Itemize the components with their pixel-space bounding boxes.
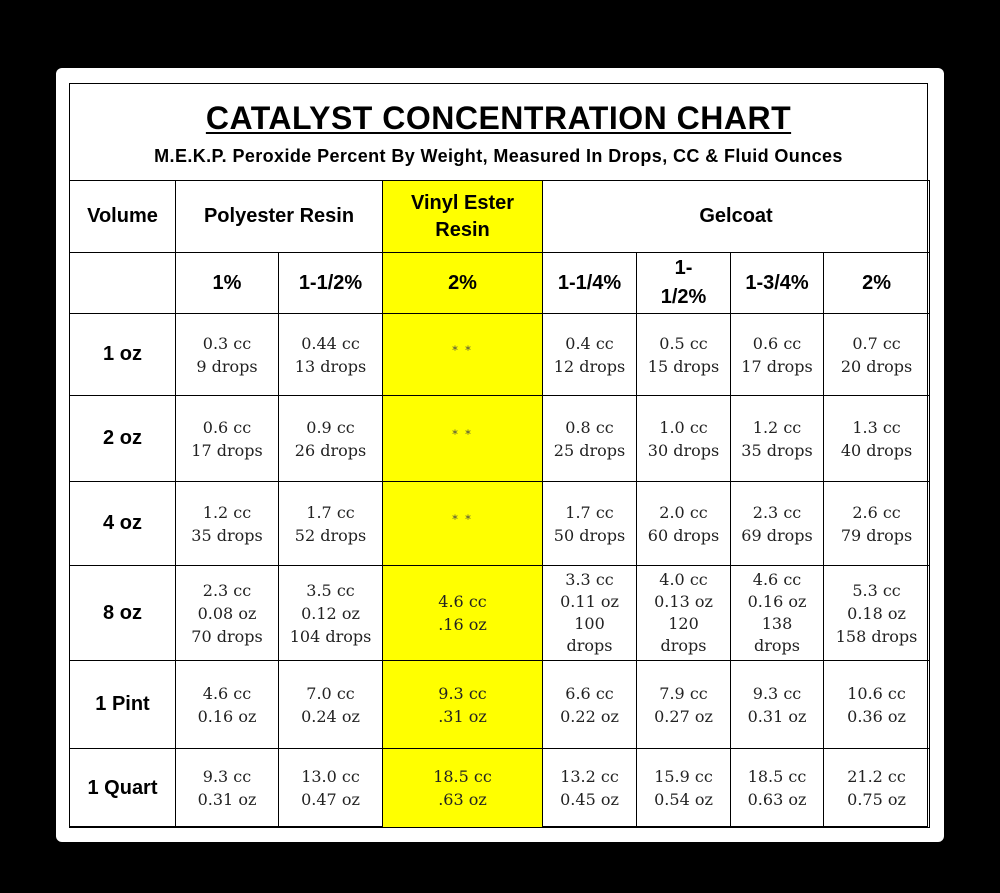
volume-cell: 1 Quart [70,749,176,828]
value-cell: 5.3 cc 0.18 oz 158 drops [824,566,930,661]
table-row [70,661,930,749]
value-cell: 4.6 cc 0.16 oz [176,661,279,749]
value-cell: 0.8 cc 25 drops [543,396,637,482]
value-cell: * * [383,314,543,396]
value-cell: 0.44 cc 13 drops [279,314,383,396]
value-cell: 15.9 cc 0.54 oz [637,749,731,828]
value-cell: 0.7 cc 20 drops [824,314,930,396]
col-header: 2% [383,253,543,314]
table-row [70,396,930,482]
chart-subtitle: M.E.K.P. Peroxide Percent By Weight, Measured In Drops, CC & Fluid Ounces [154,146,843,166]
table-row [70,566,930,661]
polyester-header: Polyester Resin [176,181,383,253]
value-cell: 2.6 cc 79 drops [824,482,930,566]
col-header: 1-1/4% [543,253,637,314]
value-cell: 0.6 cc 17 drops [731,314,824,396]
value-cell: 4.0 cc 0.13 oz 120 drops [637,566,731,661]
value-cell: 9.3 cc 0.31 oz [176,749,279,828]
value-cell: 1.7 cc 52 drops [279,482,383,566]
value-cell: 10.6 cc 0.36 oz [824,661,930,749]
value-cell: 6.6 cc 0.22 oz [543,661,637,749]
gelcoat-header: Gelcoat [543,181,930,253]
value-cell: 0.9 cc 26 drops [279,396,383,482]
value-cell: 13.2 cc 0.45 oz [543,749,637,828]
col-header: 2% [824,253,930,314]
value-cell: 1.0 cc 30 drops [637,396,731,482]
volume-cell: 1 oz [70,314,176,396]
col-header: 1% [176,253,279,314]
col-header: 1-1/2% [279,253,383,314]
col-header: 1-3/4% [731,253,824,314]
percent-header-row [70,253,930,314]
value-cell: 9.3 cc .31 oz [383,661,543,749]
value-cell: 3.3 cc 0.11 oz 100 drops [543,566,637,661]
value-cell: 4.6 cc 0.16 oz 138 drops [731,566,824,661]
value-cell: 1.2 cc 35 drops [176,482,279,566]
value-cell: 7.0 cc 0.24 oz [279,661,383,749]
volume-cell: 8 oz [70,566,176,661]
value-cell: * * [383,482,543,566]
value-cell: 2.3 cc 0.08 oz 70 drops [176,566,279,661]
value-cell: 13.0 cc 0.47 oz [279,749,383,828]
value-cell: 2.0 cc 60 drops [637,482,731,566]
value-cell: 1.3 cc 40 drops [824,396,930,482]
volume-cell: 2 oz [70,396,176,482]
value-cell: 0.4 cc 12 drops [543,314,637,396]
table-row [70,314,930,396]
volume-cell: 1 Pint [70,661,176,749]
volume-cell: 4 oz [70,482,176,566]
value-cell: 0.3 cc 9 drops [176,314,279,396]
value-cell: 0.6 cc 17 drops [176,396,279,482]
value-cell: 4.6 cc .16 oz [383,566,543,661]
group-header-row [70,181,930,253]
value-cell: * * [383,396,543,482]
value-cell: 2.3 cc 69 drops [731,482,824,566]
value-cell: 18.5 cc 0.63 oz [731,749,824,828]
value-cell: 21.2 cc 0.75 oz [824,749,930,828]
col-header: 1- 1/2% [637,253,731,314]
chart-title: CATALYST CONCENTRATION CHART [205,100,792,136]
value-cell: 1.2 cc 35 drops [731,396,824,482]
value-cell: 7.9 cc 0.27 oz [637,661,731,749]
table-row [70,749,930,828]
catalyst-table [69,180,930,828]
value-cell: 18.5 cc .63 oz [383,749,543,828]
value-cell: 9.3 cc 0.31 oz [731,661,824,749]
volume-header: Volume [70,181,176,253]
value-cell: 3.5 cc 0.12 oz 104 drops [279,566,383,661]
blank-header-cell [70,253,176,314]
value-cell: 0.5 cc 15 drops [637,314,731,396]
vinyl-ester-header: Vinyl Ester Resin [383,181,543,253]
value-cell: 1.7 cc 50 drops [543,482,637,566]
table-row [70,482,930,566]
